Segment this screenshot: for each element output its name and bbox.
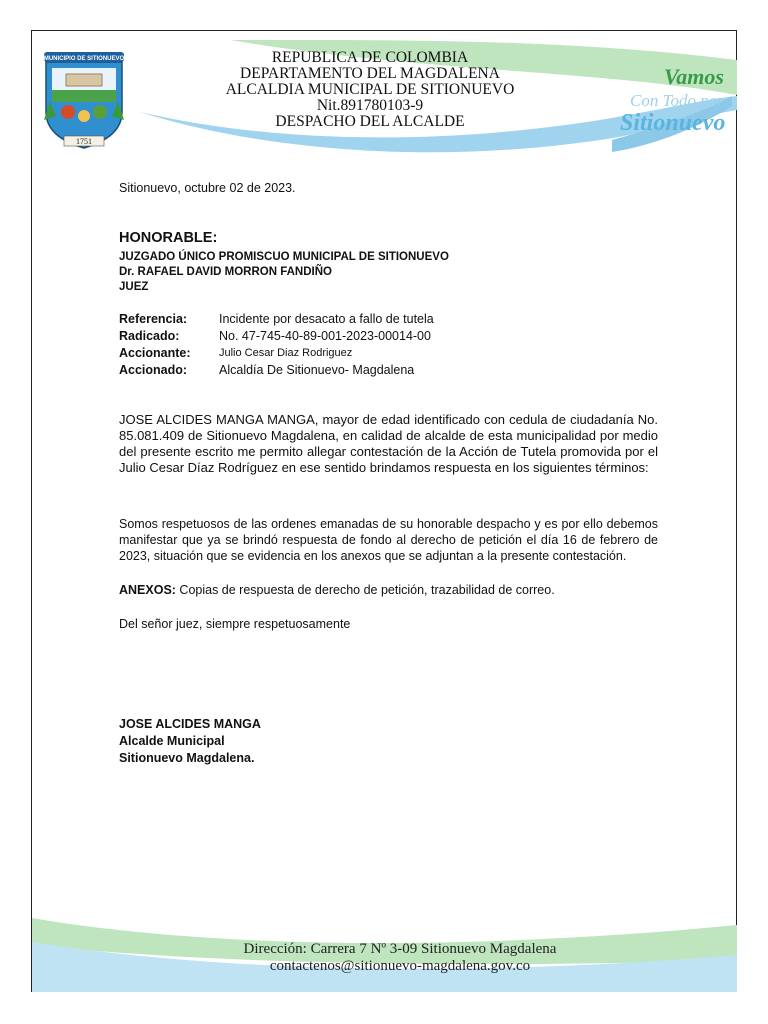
header-department: DEPARTAMENTO DEL MAGDALENA [240, 65, 500, 82]
signature-name: JOSE ALCIDES MANGA [119, 717, 261, 731]
header-mayor-office: ALCALDIA MUNICIPAL DE SITIONUEVO [225, 81, 515, 98]
footer-email: contactenos@sitionuevo-magdalena.gov.co [269, 958, 531, 974]
reference-value: Julio Cesar Diaz Rodriguez [219, 347, 353, 359]
reference-value: No. 47-745-40-89-001-2023-00014-00 [219, 329, 431, 343]
reference-label: Accionante: [119, 346, 191, 360]
reference-value: Alcaldía De Sitionuevo- Magdalena [219, 363, 415, 377]
signature-place: Sitionuevo Magdalena. [119, 751, 255, 765]
body-paragraph-1: JOSE ALCIDES MANGA MANGA, mayor de edad identificado con cedula de ciudadanía No. 85.081.409 de Sitionuevo Magdalena, en calidad de alcalde de esta municipalidad por medio del presente escrito me permito allegar contestación de la Acción de Tutela promovida por el Julio Cesar Díaz Rodríguez en ese sentido brindamos respuesta en los siguientes términos: [119, 412, 658, 475]
closing-line: Del señor juez, siempre respetuosamente [119, 617, 351, 631]
header-dispatch: DESPACHO DEL ALCALDE [275, 113, 465, 130]
reference-value: Incidente por desacato a fallo de tutela [219, 312, 434, 326]
annexes-label: ANEXOS: [119, 583, 176, 597]
letterhead [200, 50, 540, 130]
slogan-logo-icon [608, 60, 734, 155]
slogan-line3: Sitionuevo [620, 110, 726, 136]
body-paragraph-2: Somos respetuosos de las ordenes emanadas de su honorable despacho y es por ello debemos manifestar que ya se brindó respuesta de fondo al derecho de petición el día 16 de febrero de 2023, situación que se evidencia en los anexos que se adjuntan a la presente contestación. [119, 517, 658, 563]
reference-label: Referencia: [119, 312, 188, 326]
salutation: HONORABLE: [119, 230, 218, 246]
crest-year: 1751 [76, 137, 92, 146]
header-nit: Nit.891780103-9 [316, 97, 424, 114]
recipient-name: Dr. RAFAEL DAVID MORRON FANDIÑO [119, 266, 332, 278]
annexes-line [119, 582, 555, 598]
reference-label: Accionado: [119, 363, 188, 377]
annexes-text: Copias de respuesta de derecho de petición, trazabilidad de correo. [175, 583, 555, 597]
date-line: Sitionuevo, octubre 02 de 2023. [119, 181, 296, 195]
recipient-role: JUEZ [119, 281, 149, 293]
slogan-line1: Vamos [664, 64, 724, 89]
reference-label: Radicado: [119, 329, 180, 343]
crest-top-text: MUNICIPIO DE SITIONUEVO [43, 56, 125, 62]
footer-address: Dirección: Carrera 7 Nº 3-09 Sitionuevo Magdalena [243, 941, 557, 957]
signature-title: Alcalde Municipal [119, 734, 225, 748]
header-republic: REPUBLICA DE COLOMBIA [271, 49, 469, 66]
municipal-crest-icon [42, 50, 126, 150]
recipient-court: JUZGADO ÚNICO PROMISCUO MUNICIPAL DE SITIONUEVO [119, 251, 449, 263]
slogan-line2: Con Todo por [630, 91, 724, 110]
